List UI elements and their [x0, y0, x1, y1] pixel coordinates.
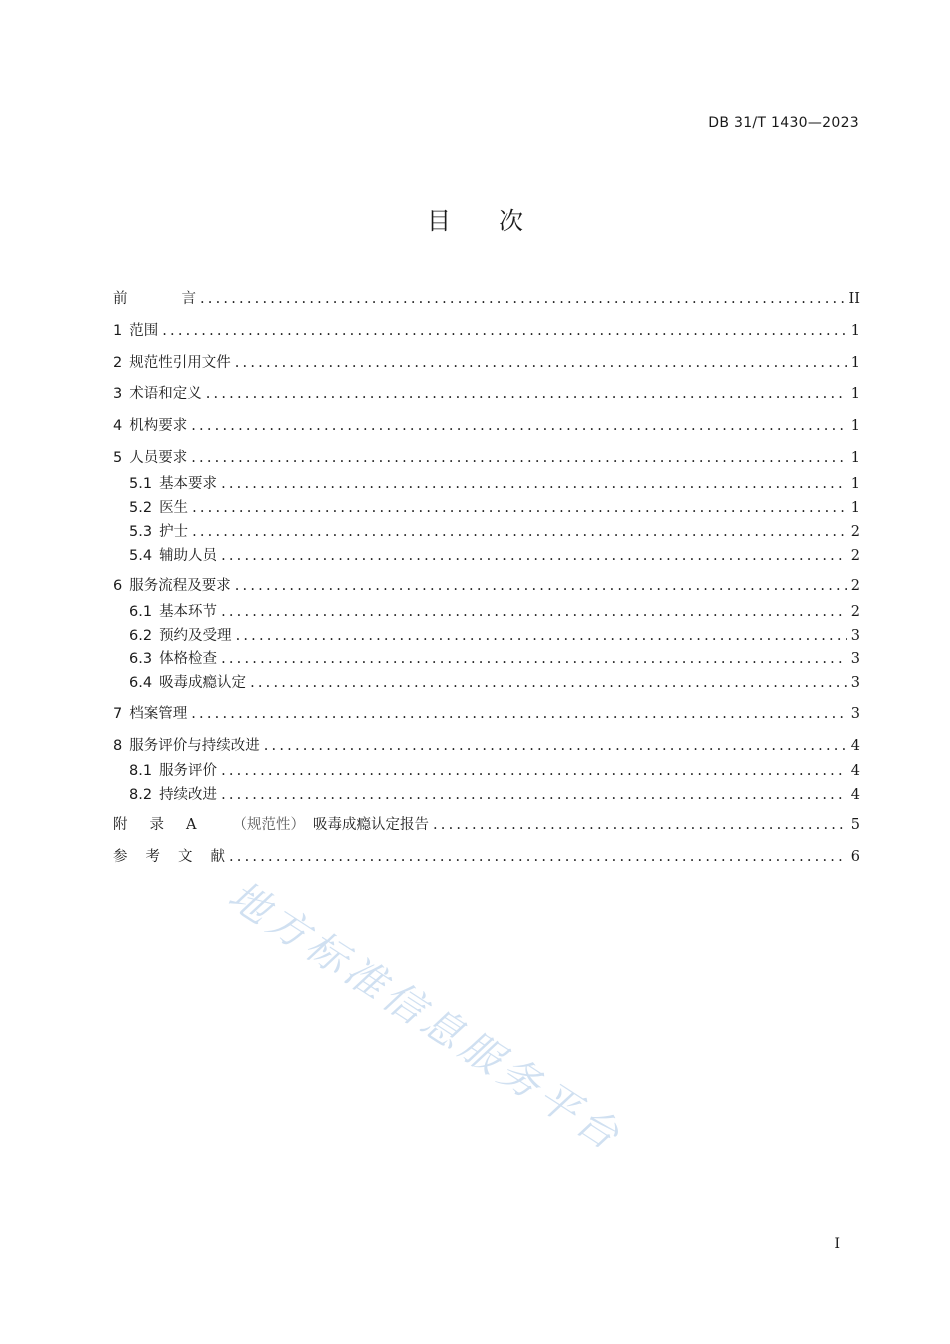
toc-page-number: 1: [850, 450, 860, 466]
toc-entry-label: 护士: [159, 524, 189, 540]
toc-leader: [192, 498, 847, 518]
toc-entry-number: 8.2: [129, 787, 153, 803]
toc-entry-label: 服务评价与持续改进: [129, 738, 260, 754]
toc-page-number: 3: [850, 706, 860, 722]
toc-subentry[interactable]: [129, 626, 860, 646]
toc-leader: [221, 474, 847, 494]
toc-entry-number: 7: [113, 706, 123, 722]
toc-entry-number: 8.1: [129, 763, 153, 779]
toc-leader: [162, 321, 847, 341]
toc-subentry[interactable]: [129, 546, 860, 566]
toc-leader: [191, 448, 847, 468]
toc-entry-label: 规范性引用文件: [129, 355, 231, 371]
toc-leader: [221, 785, 847, 805]
toc-page-number: 1: [850, 355, 860, 371]
toc-entry[interactable]: [113, 384, 860, 404]
toc-entry-number: 8: [113, 738, 123, 754]
toc-entry-label: 机构要求: [129, 418, 188, 434]
toc-page-number: 2: [850, 604, 860, 620]
toc-entry-label: 人员要求: [129, 450, 188, 466]
toc-entry-label: 医生: [159, 500, 189, 516]
watermark: 地方标准信息服务平台: [220, 872, 631, 1162]
toc-entry-label: 附 录 A （规范性） 吸毒成瘾认定报告: [113, 817, 429, 833]
toc-entry-number: 6.3: [129, 651, 153, 667]
toc-page-number: 3: [850, 675, 860, 691]
toc-title-char-1: 目: [427, 207, 451, 235]
toc-page-number: 1: [850, 418, 860, 434]
toc-entry-label: 前 言: [113, 291, 196, 307]
toc-subentry[interactable]: [129, 649, 860, 669]
toc-entry-label: 辅助人员: [159, 548, 218, 564]
toc-page-number: 4: [850, 787, 860, 803]
toc-entry-label: 体格检查: [159, 651, 218, 667]
toc-page-number: 1: [850, 500, 860, 516]
toc-entry-number: 6.1: [129, 604, 153, 620]
toc-leader: [206, 384, 847, 404]
toc-entry-number: 3: [113, 386, 123, 402]
toc-entry-number: 1: [113, 323, 123, 339]
toc-entry-label: 范围: [129, 323, 159, 339]
toc-entry-label: 持续改进: [159, 787, 218, 803]
toc-page-number: 3: [850, 628, 860, 644]
toc-title: [0, 201, 950, 236]
toc-entry-label: 基本环节: [159, 604, 218, 620]
toc-leader: [221, 761, 847, 781]
toc-leader: [221, 602, 847, 622]
toc-entry-preface[interactable]: [113, 289, 860, 309]
toc-leader: [221, 649, 847, 669]
toc-page-number: 1: [850, 386, 860, 402]
toc-entry-label: 预约及受理: [159, 628, 232, 644]
toc-entry-label: 基本要求: [159, 476, 218, 492]
toc-leader: [229, 847, 847, 867]
toc-entry-number: 6.4: [129, 675, 153, 691]
toc-entry-label: 术语和定义: [129, 386, 202, 402]
toc-page-number: 1: [850, 476, 860, 492]
toc-entry[interactable]: [113, 576, 860, 596]
toc-leader: [235, 353, 847, 373]
toc-entry-number: 6.2: [129, 628, 153, 644]
toc-entry[interactable]: [113, 704, 860, 724]
toc-subentry[interactable]: [129, 522, 860, 542]
toc-subentry[interactable]: [129, 602, 860, 622]
toc-leader: [250, 673, 847, 693]
toc-page-number: 6: [850, 849, 860, 865]
toc-leader: [433, 815, 847, 835]
toc-page-number: 5: [850, 817, 860, 833]
toc-entry-number: 5.1: [129, 476, 153, 492]
toc-page-number: 2: [850, 578, 860, 594]
toc-leader: [200, 289, 845, 309]
toc-leader: [192, 522, 847, 542]
toc-page-number: 1: [850, 323, 860, 339]
toc-leader: [235, 576, 847, 596]
toc-leader: [236, 626, 847, 646]
toc-entry-number: 5: [113, 450, 123, 466]
toc-entry-number: 5.4: [129, 548, 153, 564]
toc-entry-label: 吸毒成瘾认定: [159, 675, 247, 691]
toc-entry-number: 5.2: [129, 500, 153, 516]
toc-entry-appendix-a[interactable]: [113, 815, 860, 835]
footer-page-number: I: [834, 1236, 840, 1252]
toc-entry-number: 2: [113, 355, 123, 371]
toc-entry-number: 4: [113, 418, 123, 434]
toc-subentry[interactable]: [129, 673, 860, 693]
toc-leader: [191, 416, 847, 436]
toc-entry[interactable]: [113, 353, 860, 373]
toc-entry-references[interactable]: [113, 847, 860, 867]
toc-leader: [191, 704, 847, 724]
toc-page-number: 4: [850, 763, 860, 779]
toc-entry[interactable]: [113, 321, 860, 341]
toc-entry-label: 参 考 文 献: [113, 849, 225, 865]
toc-leader: [221, 546, 847, 566]
toc-subentry[interactable]: [129, 785, 860, 805]
toc-page-number: 4: [850, 738, 860, 754]
document-code: DB 31/T 1430—2023: [708, 115, 859, 131]
toc-entry-number: 6: [113, 578, 123, 594]
toc-subentry[interactable]: [129, 761, 860, 781]
toc-page-number: 2: [850, 524, 860, 540]
toc-entry[interactable]: [113, 448, 860, 468]
toc-page-number: 2: [850, 548, 860, 564]
toc-entry-label: 服务评价: [159, 763, 218, 779]
toc-leader: [264, 736, 847, 756]
toc-subentry[interactable]: [129, 498, 860, 518]
toc-subentry[interactable]: [129, 474, 860, 494]
toc-title-char-2: 次: [499, 207, 523, 235]
toc-page-number: 3: [850, 651, 860, 667]
toc-entry-label: 档案管理: [129, 706, 188, 722]
toc-entry-label: 服务流程及要求: [129, 578, 231, 594]
toc-entry[interactable]: [113, 736, 860, 756]
toc-entry-number: 5.3: [129, 524, 153, 540]
toc-entry[interactable]: [113, 416, 860, 436]
toc-page-number: II: [848, 291, 860, 307]
